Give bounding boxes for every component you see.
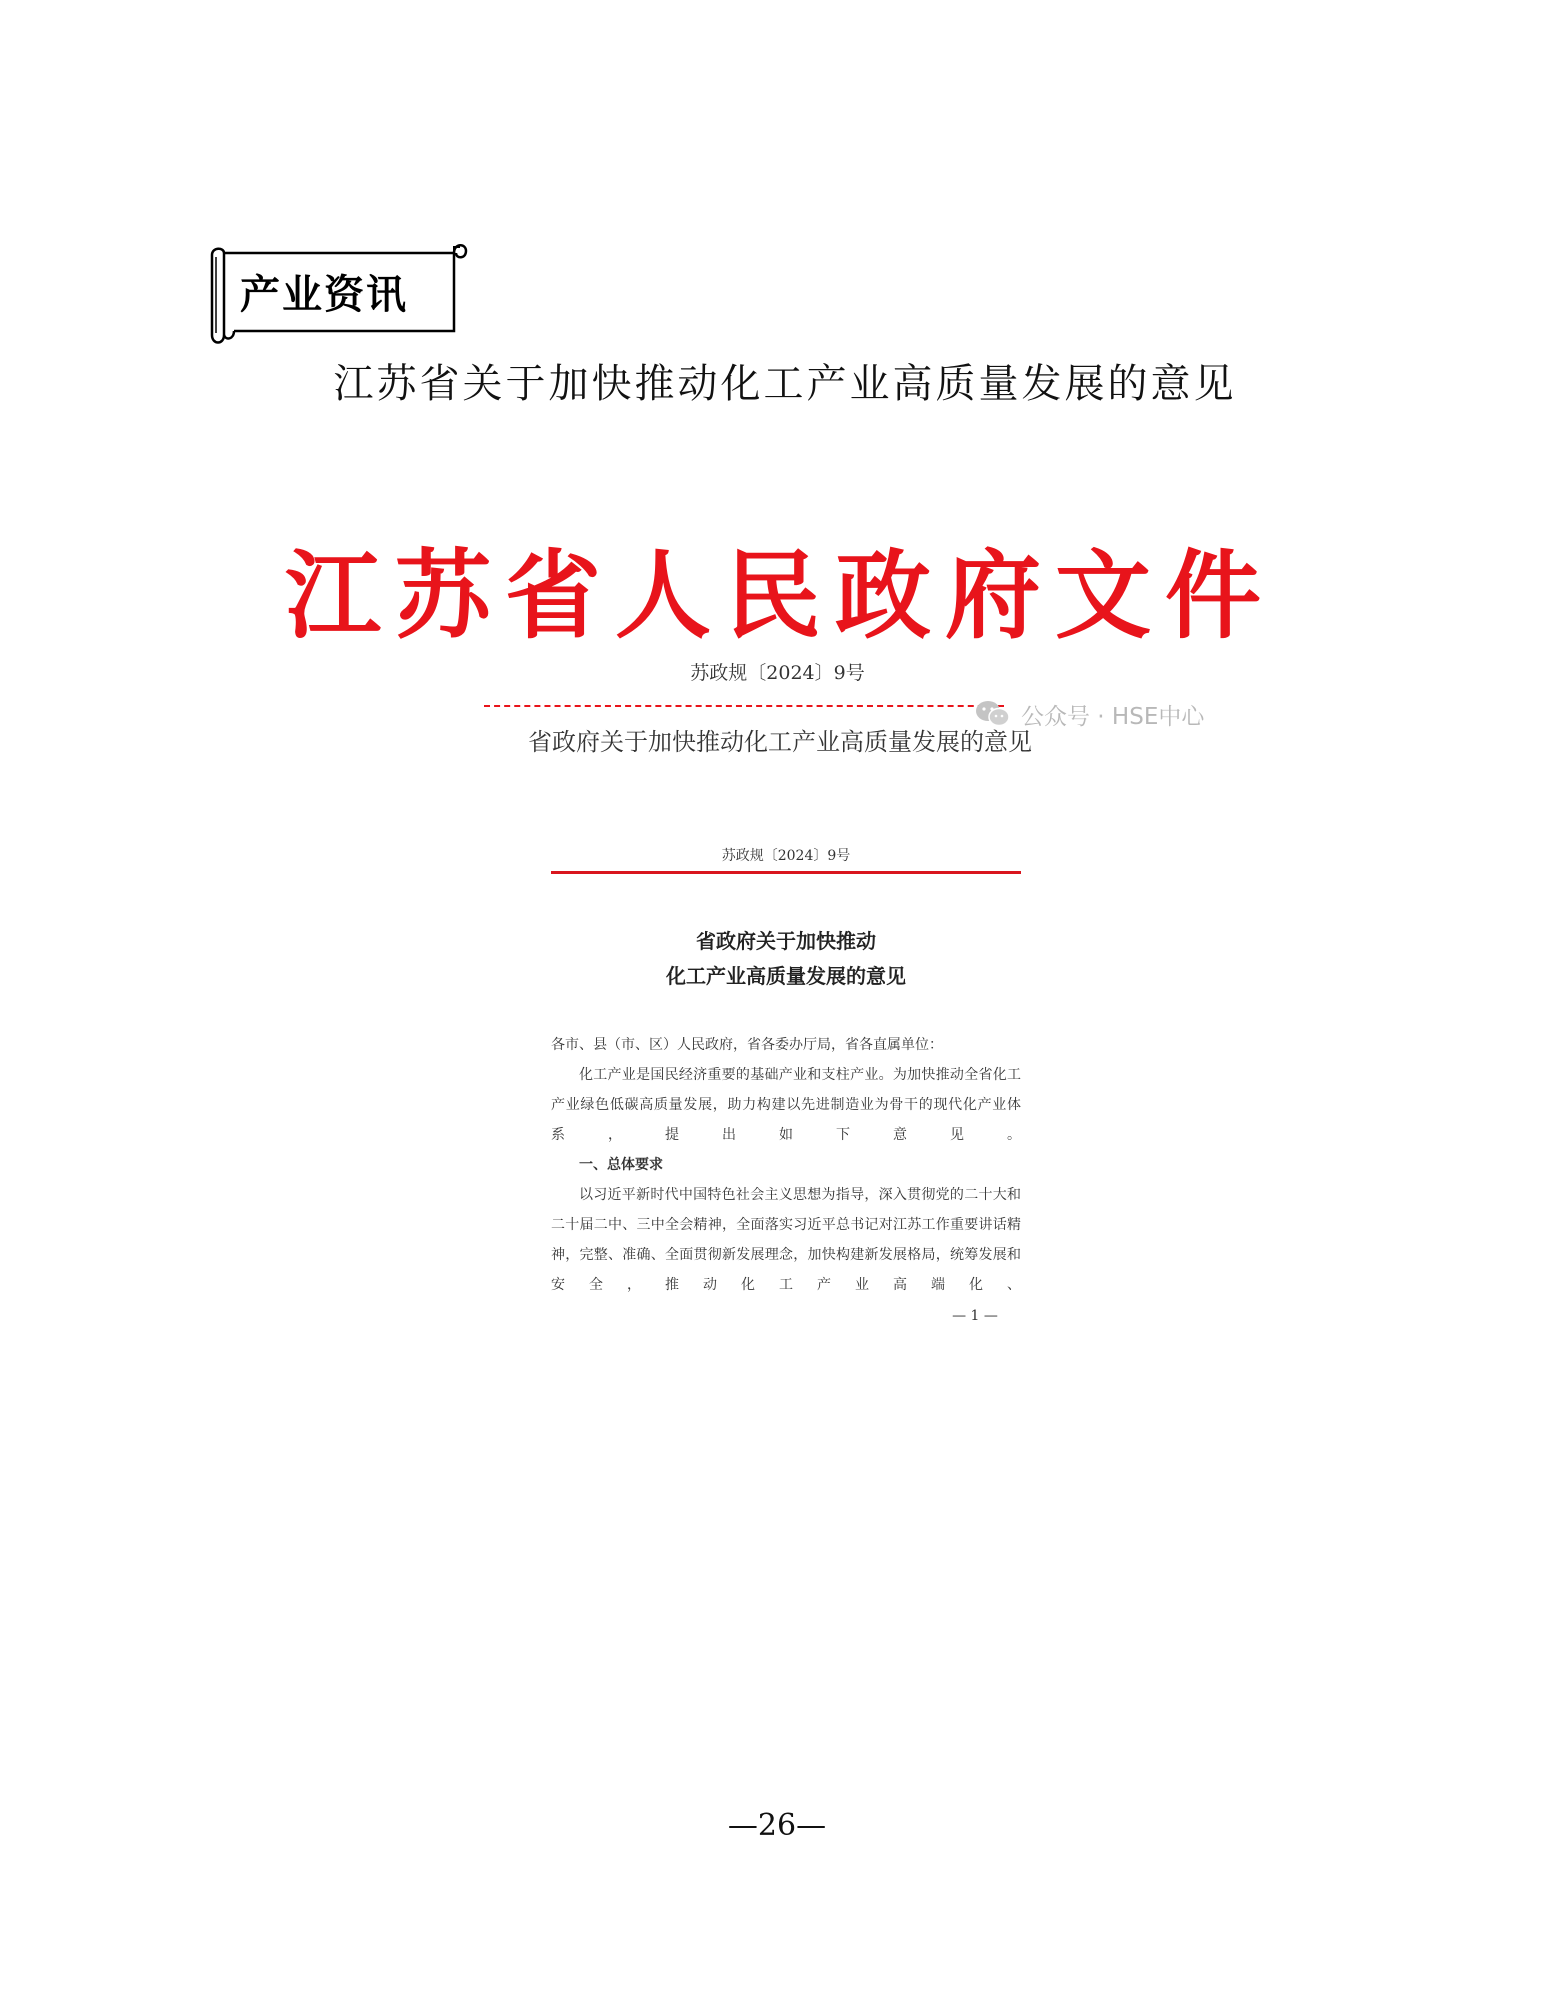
article-title: 江苏省关于加快推动化工产业高质量发展的意见 <box>333 361 1237 407</box>
body-paragraph: 化工产业是国民经济重要的基础产业和支柱产业。为加快推动全省化工产业绿色低碳高质量发展，助力构建以先进制造业为骨干的现代化产业体系，提出如下意见。 <box>551 1067 1021 1143</box>
dashed-divider <box>484 705 1004 707</box>
watermark-text: 公众号 · HSE中心 <box>1021 703 1205 730</box>
banner-label: 产业资讯 <box>240 272 408 318</box>
inset-page-number: — 1 — <box>952 1308 998 1324</box>
document-subheading: 省政府关于加快推动化工产业高质量发展的意见 <box>528 728 1032 756</box>
inset-body-text <box>551 1030 1021 1300</box>
section-heading: 一、总体要求 <box>579 1157 663 1173</box>
salutation: 各市、县（市、区）人民政府，省各委办厅局，省各直属单位： <box>551 1037 943 1053</box>
red-divider <box>551 871 1021 874</box>
inset-title-line-2: 化工产业高质量发展的意见 <box>666 964 906 988</box>
document-number: 苏政规〔2024〕9号 <box>690 662 865 684</box>
inset-document-number: 苏政规〔2024〕9号 <box>721 848 851 864</box>
section-banner <box>204 235 472 345</box>
page-number: —26— <box>727 1808 827 1843</box>
government-document-header: 江苏省人民政府文件 <box>285 540 1275 652</box>
inset-title-line-1: 省政府关于加快推动 <box>696 929 876 953</box>
body-paragraph: 以习近平新时代中国特色社会主义思想为指导，深入贯彻党的二十大和二十届二中、三中全会精神，全面落实习近平总书记对江苏工作重要讲话精神，完整、准确、全面贯彻新发展理念，加快构建新发展格局，统筹发展和安全，推动化工产业高端化、 <box>551 1187 1021 1293</box>
